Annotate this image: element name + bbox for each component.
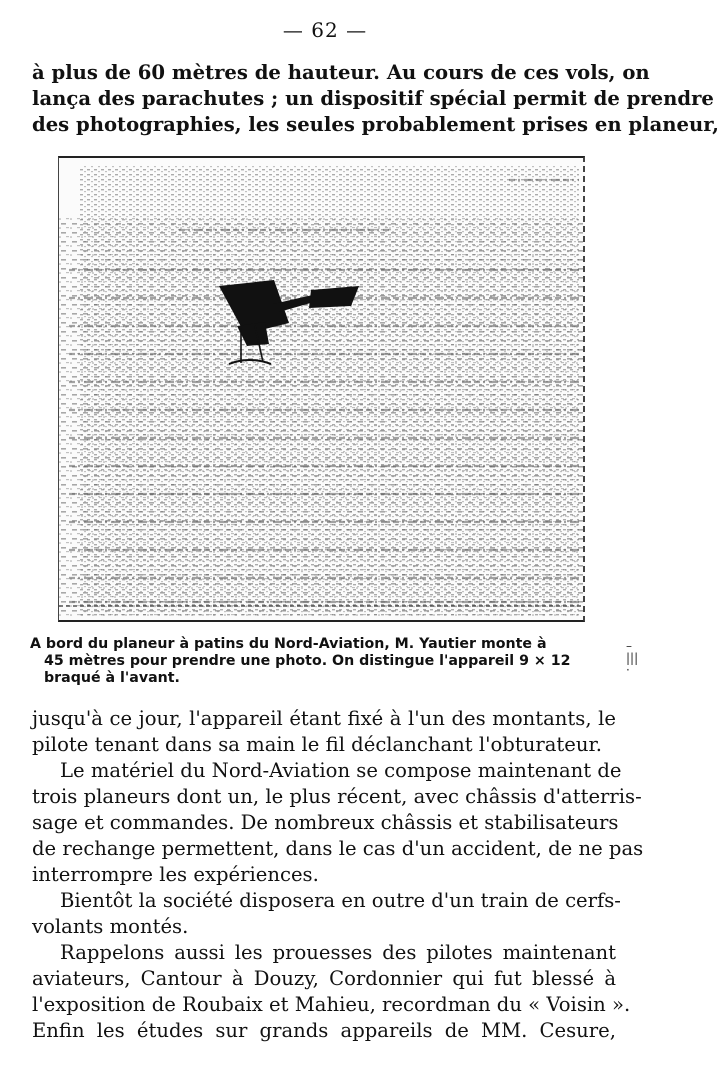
body-text xyxy=(32,706,644,1044)
text-line: trois planeurs dont un, le plus récent, avec châssis d'atterris- xyxy=(32,785,642,808)
glider-photo xyxy=(58,156,585,622)
text-line: pilote tenant dans sa main le fil déclanchant l'obturateur. xyxy=(32,733,602,756)
text-line: Enfin les études sur grands appareils de MM. Cesure, xyxy=(32,1019,616,1042)
caption-line: A bord du planeur à patins du Nord-Aviation, M. Yautier monte à xyxy=(30,636,547,652)
text-line: des photographies, les seules probablement prises en planeur, xyxy=(32,113,719,136)
margin-mark-icon: – ||| · xyxy=(626,639,639,677)
text-line: aviateurs, Cantour à Douzy, Cordonnier qui fut blessé à xyxy=(32,967,616,990)
text-line: jusqu'à ce jour, l'appareil étant fixé à l'un des montants, le xyxy=(32,707,616,730)
text-line: sage et commandes. De nombreux châssis et stabilisateurs xyxy=(32,811,619,834)
photo-caption xyxy=(30,636,620,687)
text-line: lança des parachutes ; un dispositif spécial permit de prendre xyxy=(32,87,714,110)
text-line: l'exposition de Roubaix et Mahieu, recordman du « Voisin ». xyxy=(32,993,631,1016)
text-line: de rechange permettent, dans le cas d'un accident, de ne pas xyxy=(32,837,644,860)
text-line: Rappelons aussi les prouesses des pilotes maintenant xyxy=(60,941,616,964)
text-line: Le matériel du Nord-Aviation se compose maintenant de xyxy=(60,759,622,782)
text-line: interrompre les expériences. xyxy=(32,863,319,886)
page-number: — 62 — xyxy=(282,18,368,42)
top-paragraph xyxy=(32,60,719,138)
caption-line: braqué à l'avant. xyxy=(44,670,180,686)
glider-over-newspaper-photo-icon xyxy=(59,158,583,620)
text-line: à plus de 60 mètres de hauteur. Au cours de ces vols, on xyxy=(32,61,650,84)
caption-line: 45 mètres pour prendre une photo. On distingue l'appareil 9 × 12 xyxy=(44,653,571,669)
text-line: Bientôt la société disposera en outre d'un train de cerfs- xyxy=(60,889,621,912)
text-line: volants montés. xyxy=(32,915,189,938)
